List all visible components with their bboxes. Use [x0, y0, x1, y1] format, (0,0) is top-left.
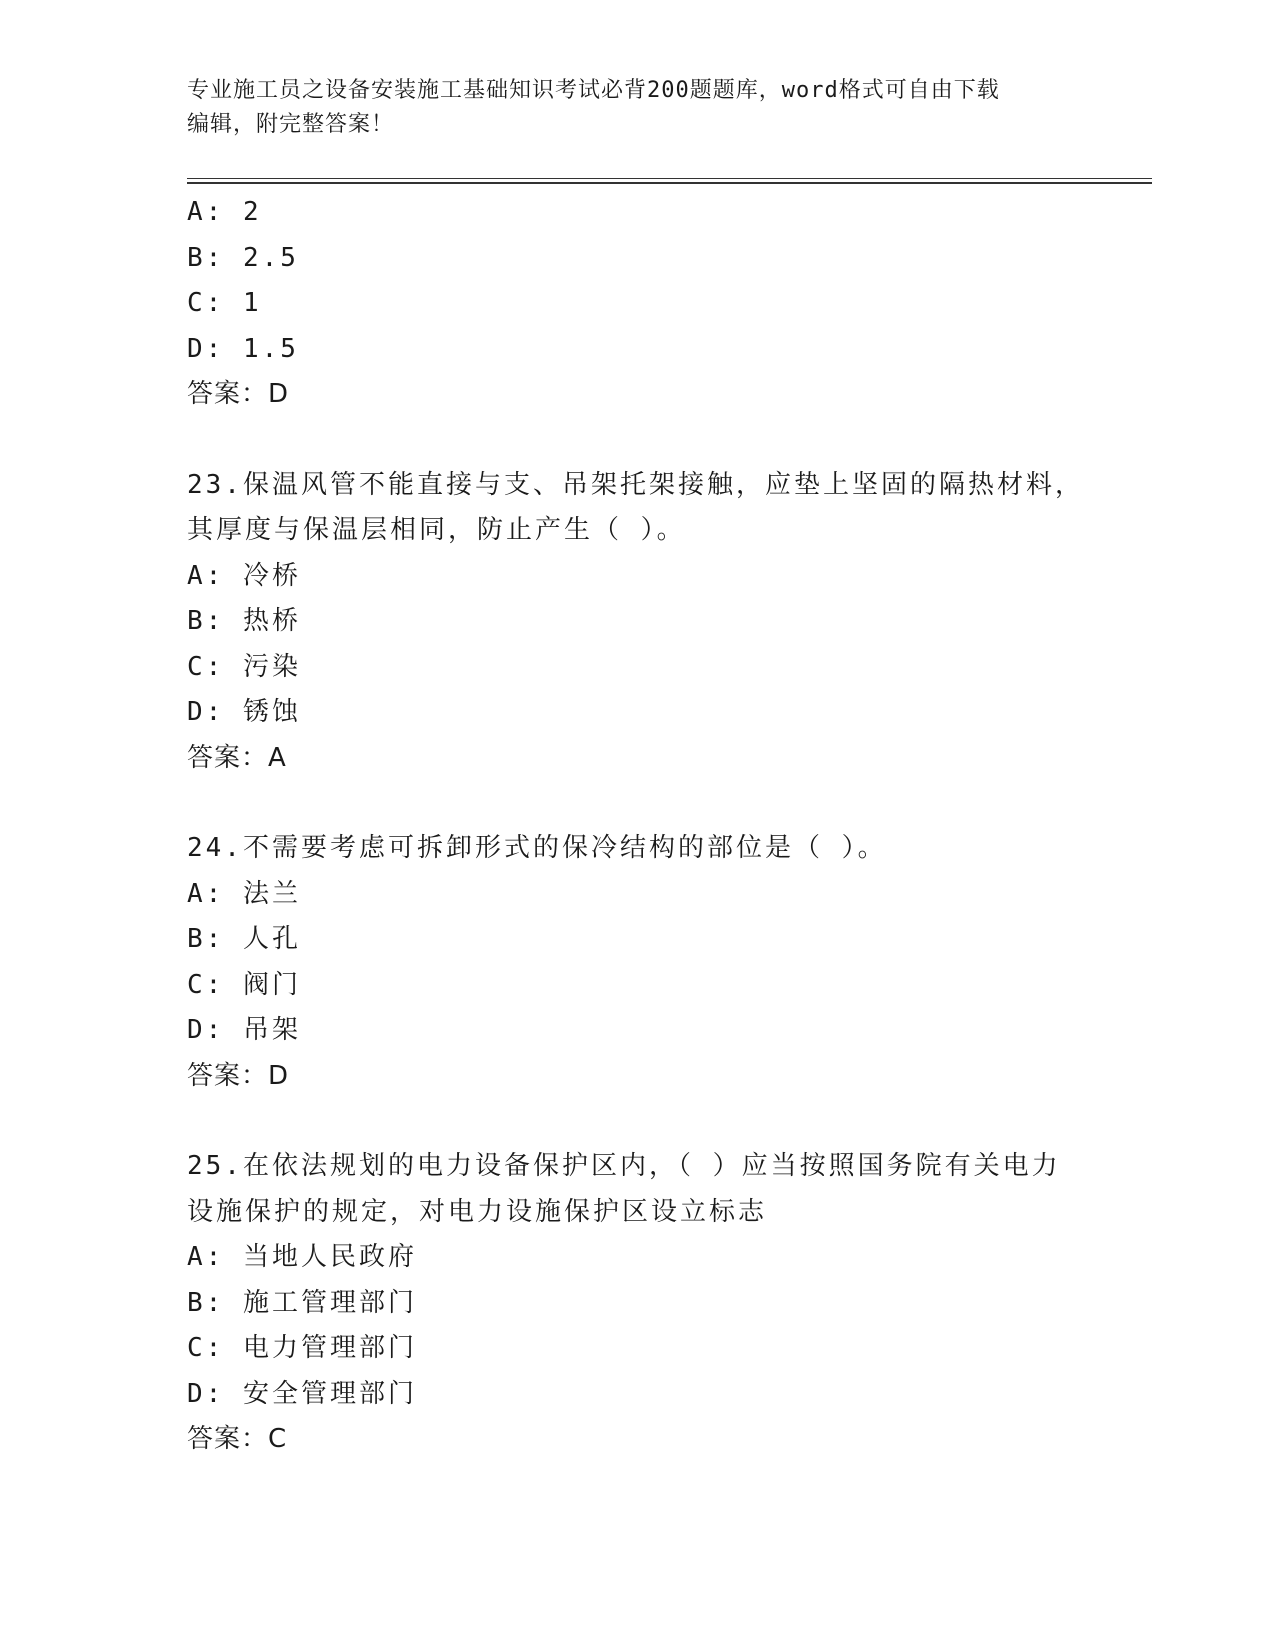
question-24-option-b: B: 人孔 [187, 924, 301, 954]
question-list [187, 190, 1084, 1463]
question-22-block [187, 190, 1067, 418]
question-23-text-line-1: 23.保温风管不能直接与支、吊架托架接触，应垫上坚固的隔热材料， [187, 469, 1084, 500]
header-divider-thick [187, 182, 1152, 184]
question-25-option-d: D: 安全管理部门 [187, 1378, 417, 1409]
question-22-option-b: B: 2.5 [187, 242, 299, 273]
question-23-option-c: C: 污染 [187, 651, 301, 682]
question-22-option-c: C: 1 [187, 288, 262, 318]
question-24-block [187, 826, 1067, 1099]
question-24-option-a: A: 法兰 [187, 878, 301, 909]
question-23-option-d: D: 锈蚀 [187, 697, 301, 727]
question-22-option-a: A: 2 [187, 197, 262, 227]
spacer [187, 781, 1067, 826]
question-22-option-d: D: 1.5 [187, 333, 299, 364]
question-24-answer: 答案：D [187, 1060, 290, 1091]
question-23-option-b: B: 热桥 [187, 606, 301, 636]
question-23-block [187, 463, 1084, 782]
question-25-option-a: A: 当地人民政府 [187, 1242, 417, 1272]
question-25-answer: 答案：C [187, 1424, 288, 1454]
question-25-option-c: C: 电力管理部门 [187, 1333, 417, 1363]
header-divider-thin [187, 178, 1152, 179]
question-23-option-a: A: 冷桥 [187, 560, 301, 591]
question-24-option-d: D: 吊架 [187, 1015, 301, 1045]
spacer [187, 1099, 1067, 1144]
spacer [187, 418, 1067, 463]
question-23-answer: 答案：A [187, 742, 287, 773]
question-24-text-line-1: 24.不需要考虑可拆卸形式的保冷结构的部位是（ ）。 [187, 833, 887, 863]
page-header [187, 74, 1067, 142]
header-title-line-2: 编辑，附完整答案！ [187, 112, 395, 137]
question-25-text-line-2: 设施保护的规定，对电力设施保护区设立标志 [187, 1196, 768, 1227]
header-title-line-1: 专业施工员之设备安装施工基础知识考试必背200题题库，word格式可自由下载 [187, 78, 1000, 103]
question-24-option-c: C: 阀门 [187, 969, 301, 1000]
question-25-block [187, 1144, 1067, 1463]
question-25-option-b: B: 施工管理部门 [187, 1287, 417, 1318]
question-23-text-line-2: 其厚度与保温层相同，防止产生（ ）。 [187, 515, 686, 545]
question-22-answer: 答案：D [187, 379, 290, 409]
question-25-text-line-1: 25.在依法规划的电力设备保护区内，（ ）应当按照国务院有关电力 [187, 1151, 1061, 1181]
